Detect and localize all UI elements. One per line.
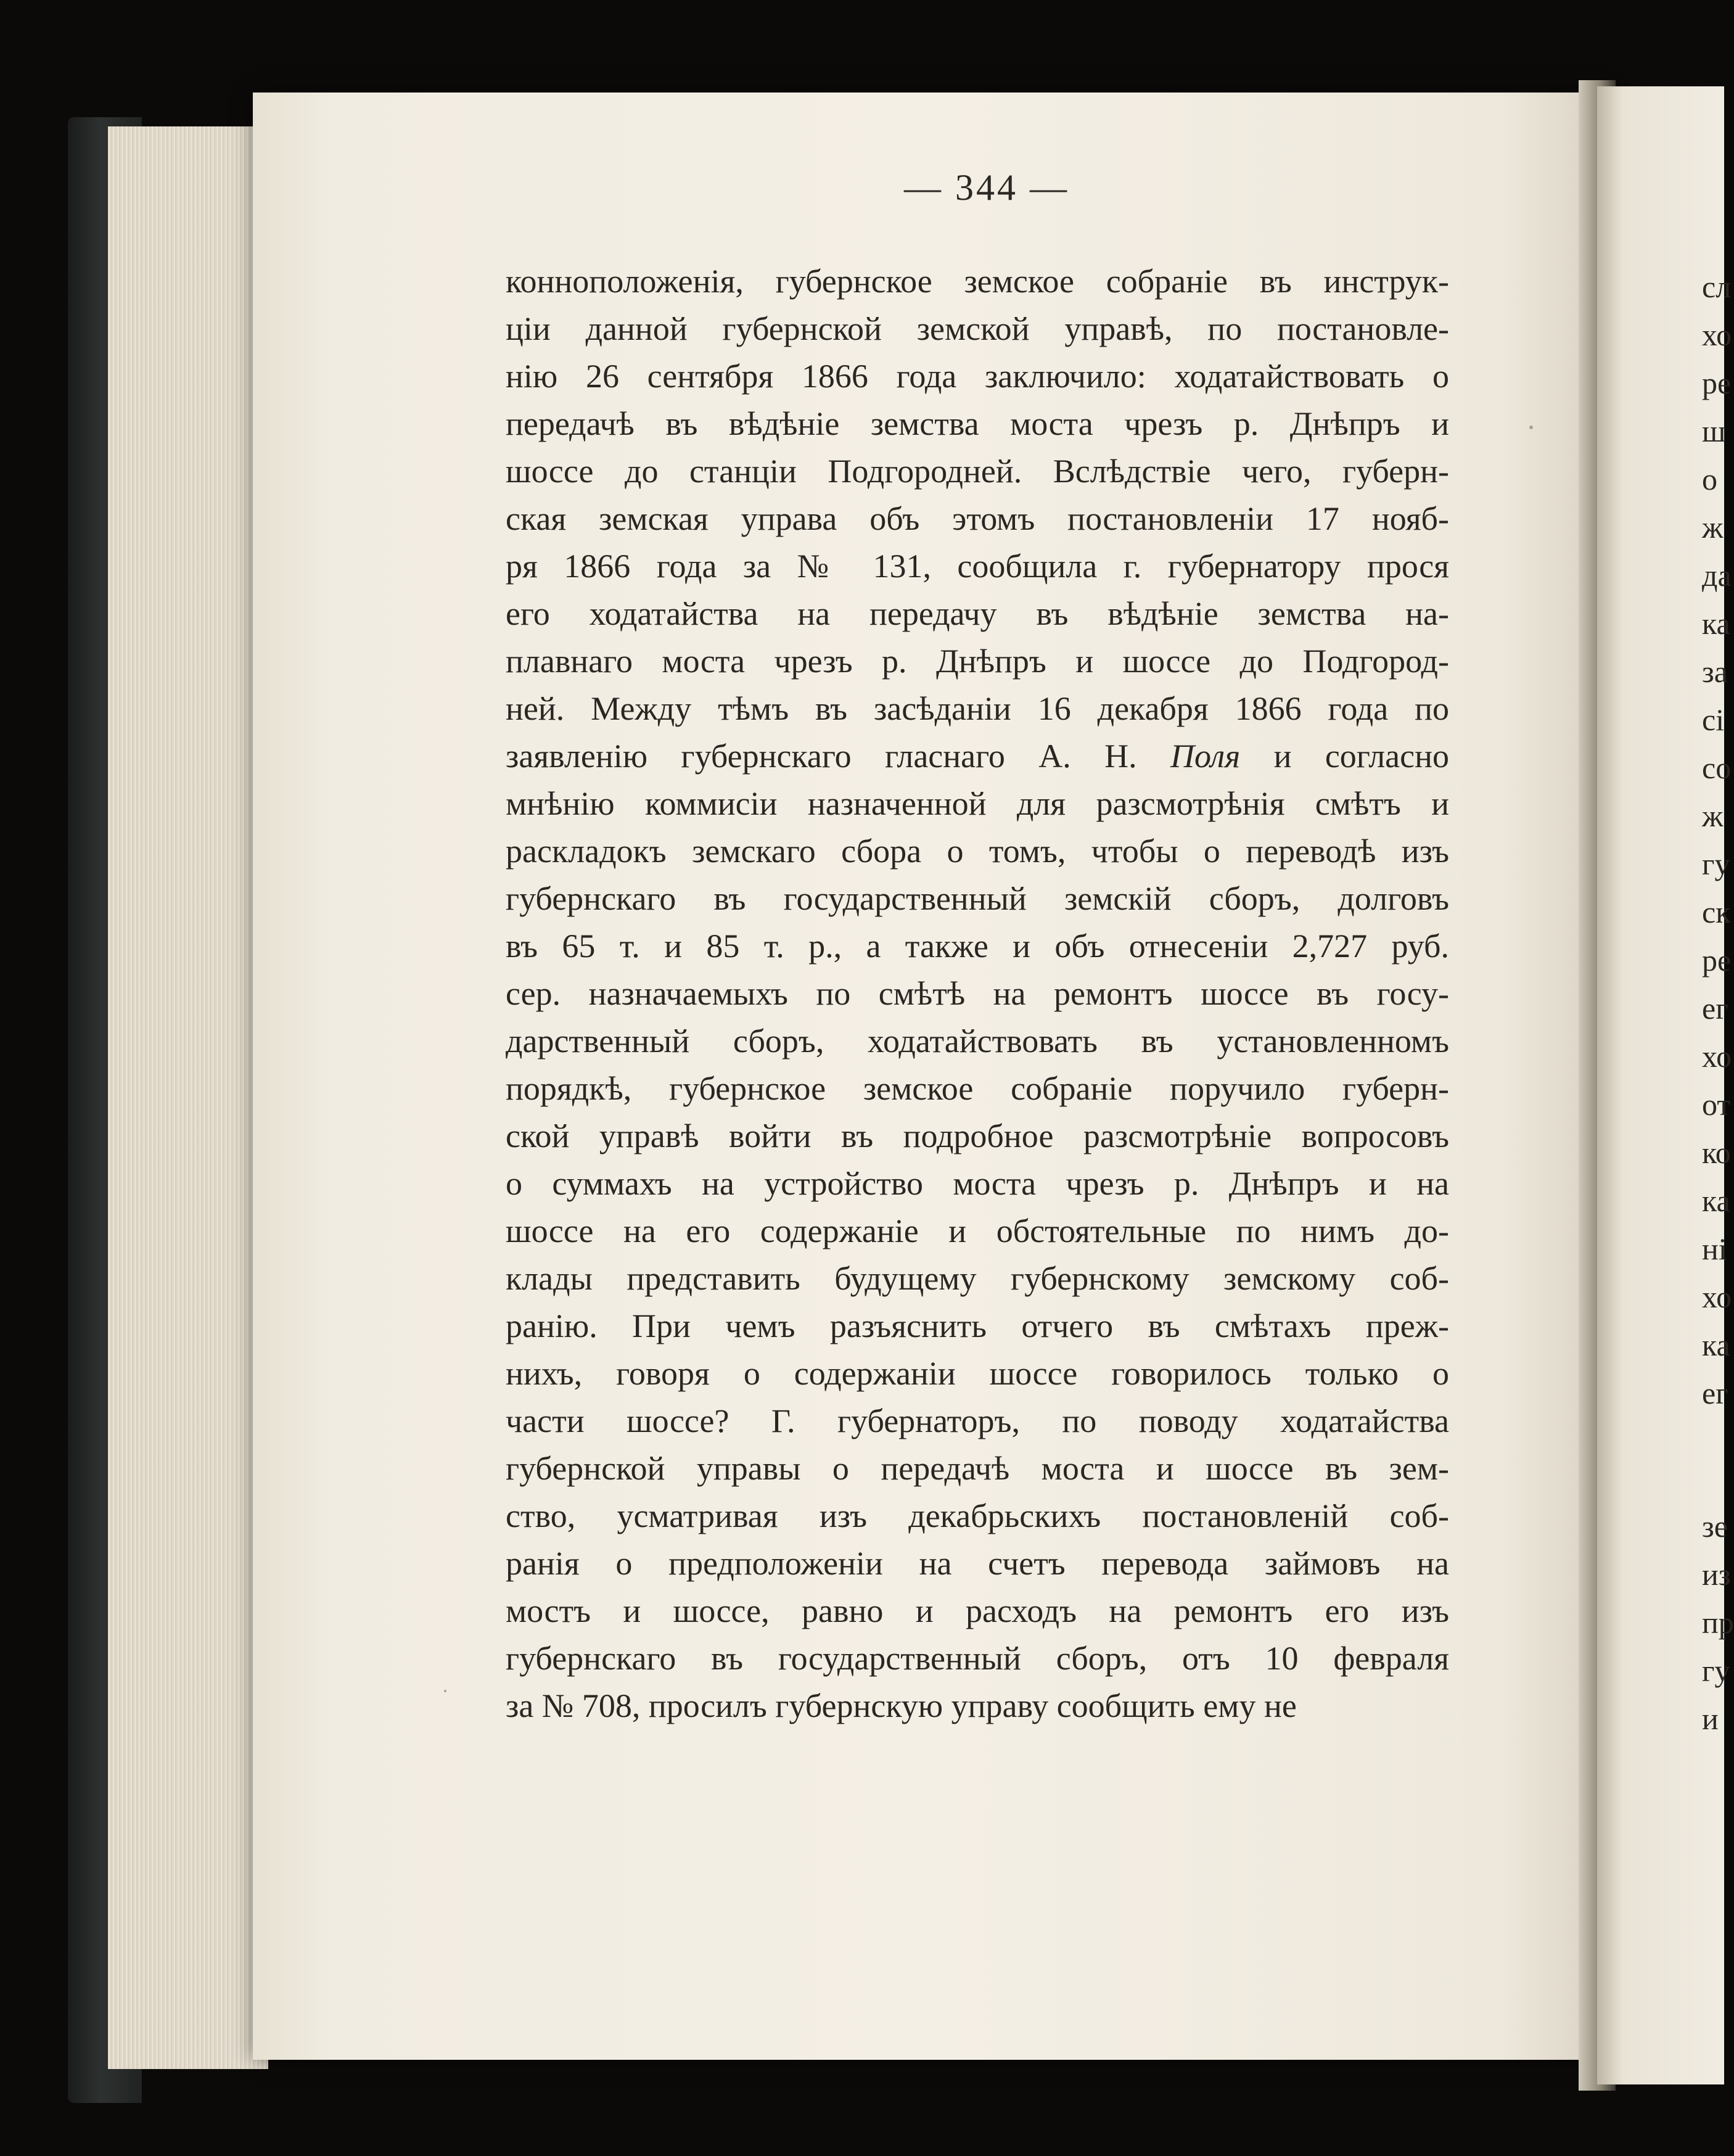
text-line: въ 65 т. и 85 т. р., а также и объ отнесеніи 2,727 руб. bbox=[506, 928, 1449, 965]
text-line: ранію. При чемъ разъяснить отчего въ смѣтахъ преж- bbox=[506, 1307, 1449, 1344]
facing-page-fragment: со bbox=[1702, 751, 1732, 785]
text-line: ря 1866 года за № 131, сообщила г. губернатору прося bbox=[506, 548, 1449, 585]
facing-page-fragment: да bbox=[1702, 558, 1732, 593]
body-text bbox=[506, 258, 1449, 1730]
text-line: дарственный сборъ, ходатайствовать въ установленномъ bbox=[506, 1022, 1449, 1059]
facing-page-fragment: хо bbox=[1702, 1280, 1732, 1314]
facing-page-fragment: зе bbox=[1702, 1509, 1728, 1544]
facing-page-fragment: пр bbox=[1702, 1605, 1734, 1640]
text-line: ціи данной губернской земской управѣ, по постановле- bbox=[506, 310, 1449, 347]
facing-page-fragment: ні bbox=[1702, 1232, 1727, 1266]
facing-page-fragment: и bbox=[1702, 1701, 1719, 1736]
facing-page-fragment: ко bbox=[1702, 1135, 1731, 1170]
facing-page-fragment: хо bbox=[1702, 1039, 1732, 1074]
text-line: конноположенія, губернское земское собраніе въ инструк- bbox=[506, 263, 1449, 300]
text-line: ранія о предположеніи на счетъ перевода займовъ на bbox=[506, 1545, 1449, 1582]
text-line: губернскаго въ государственный земскій сборъ, долговъ bbox=[506, 880, 1449, 917]
text-line: о суммахъ на устройство моста чрезъ р. Днѣпръ и на bbox=[506, 1165, 1449, 1202]
page-number: — 344 — bbox=[904, 167, 1069, 208]
text-line: нихъ, говоря о содержаніи шоссе говорилось только о bbox=[506, 1355, 1449, 1392]
text-line: заявленію губернскаго гласнаго А. Н. Поля и согласно bbox=[506, 738, 1449, 775]
text-line: передачѣ въ вѣдѣніе земства моста чрезъ р. Днѣпръ и bbox=[506, 405, 1449, 442]
facing-page-fragment: ш bbox=[1702, 414, 1726, 448]
text-line: плавнаго моста чрезъ р. Днѣпръ и шоссе до Подгород- bbox=[506, 643, 1449, 680]
paper-speck bbox=[444, 1690, 446, 1692]
text-line: сер. назначаемыхъ по смѣтѣ на ремонтъ шоссе въ госу- bbox=[506, 975, 1449, 1012]
facing-page-fragment: ка bbox=[1702, 1183, 1730, 1218]
text-line: губернской управы о передачѣ моста и шоссе въ зем- bbox=[506, 1450, 1449, 1487]
text-line: шоссе до станціи Подгородней. Вслѣдствіе чего, губерн- bbox=[506, 453, 1449, 490]
facing-page-fragment: о bbox=[1702, 462, 1717, 496]
text-line: мостъ и шоссе, равно и расходъ на ремонтъ его изъ bbox=[506, 1592, 1449, 1629]
facing-page-fragment: из bbox=[1702, 1557, 1731, 1592]
text-line: губернскаго въ государственный сборъ, отъ 10 февраля bbox=[506, 1640, 1449, 1677]
facing-page-fragment: за bbox=[1702, 654, 1728, 689]
facing-page-fragment: ж bbox=[1702, 510, 1724, 545]
text-line: ская земская управа объ этомъ постановленіи 17 нояб- bbox=[506, 500, 1449, 537]
facing-page-fragment: ск bbox=[1702, 895, 1731, 929]
facing-page-fragment: ка bbox=[1702, 606, 1730, 641]
facing-page-fragment: ре bbox=[1702, 366, 1732, 400]
facing-page-fragment: ег bbox=[1702, 991, 1728, 1026]
facing-page-fragment: сл bbox=[1702, 270, 1732, 304]
facing-page-fragment: ре bbox=[1702, 943, 1732, 977]
facing-page-fragment: сі bbox=[1702, 702, 1725, 737]
facing-page-fragment: ж bbox=[1702, 799, 1724, 833]
paper-speck bbox=[1529, 426, 1533, 429]
facing-page-fragment: от bbox=[1702, 1087, 1731, 1122]
text-line: клады представить будущему губернскому земскому соб- bbox=[506, 1260, 1449, 1297]
facing-page-fragment: гу bbox=[1702, 1653, 1730, 1688]
facing-page bbox=[1597, 86, 1734, 2084]
text-line: раскладокъ земскаго сбора о томъ, чтобы о переводѣ изъ bbox=[506, 833, 1449, 870]
text-line: порядкѣ, губернское земское собраніе поручило губерн- bbox=[506, 1070, 1449, 1107]
text-line: ство, усматривая изъ декабрьскихъ постановленій соб- bbox=[506, 1497, 1449, 1534]
text-line: ской управѣ войти въ подробное разсмотрѣніе вопросовъ bbox=[506, 1117, 1449, 1154]
italic-name: Поля bbox=[1170, 738, 1241, 775]
facing-page-fragment: хо bbox=[1702, 318, 1732, 352]
text-line: его ходатайства на передачу въ вѣдѣніе земства на- bbox=[506, 595, 1449, 632]
text-line: мнѣнію коммисіи назначенной для разсмотрѣнія смѣтъ и bbox=[506, 785, 1449, 822]
facing-page-fragment: гу bbox=[1702, 847, 1730, 881]
facing-page-fragment: ег bbox=[1702, 1376, 1728, 1410]
text-line: шоссе на его содержаніе и обстоятельные по нимъ до- bbox=[506, 1212, 1449, 1249]
text-line: нію 26 сентября 1866 года заключило: ходатайствовать о bbox=[506, 358, 1449, 395]
text-line: части шоссе? Г. губернаторъ, по поводу ходатайства bbox=[506, 1402, 1449, 1439]
text-line: ней. Между тѣмъ въ засѣданіи 16 декабря 1866 года по bbox=[506, 690, 1449, 727]
page-edges-stack bbox=[108, 126, 268, 2069]
facing-page-fragment: ка bbox=[1702, 1328, 1730, 1362]
text-line: за № 708, просилъ губернскую управу сообщить ему не bbox=[506, 1687, 1297, 1724]
